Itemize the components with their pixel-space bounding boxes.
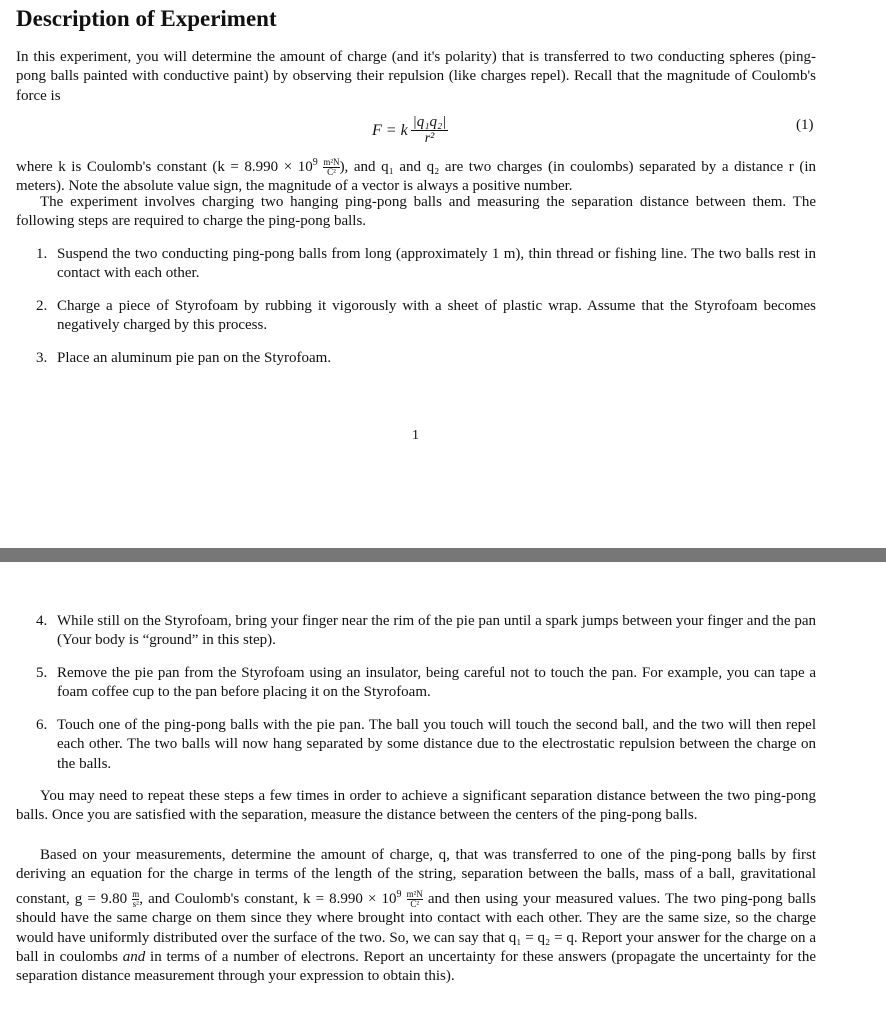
- step-text: While still on the Styrofoam, bring your finger near the rim of the pie pan until a spark jumps between your finger and the pan (Your body is “ground” in this step).: [57, 613, 816, 649]
- k-exponent: 9: [396, 888, 402, 900]
- experiment-text: The experiment involves charging two hanging ping-pong balls and measuring the separation distance between them. The following steps are required to charge the ping-pong balls.: [16, 194, 816, 230]
- step-number: 2.: [36, 298, 48, 314]
- list-item: [36, 297, 816, 336]
- list-item: [36, 245, 816, 284]
- and-emphasis: and: [122, 949, 146, 966]
- coulomb-equation: [372, 114, 448, 147]
- where-paragraph: [16, 153, 816, 197]
- step-number: 3.: [36, 350, 48, 366]
- step-number: 5.: [36, 665, 48, 681]
- based-paragraph: [16, 846, 816, 987]
- where-text-b: ), and q₁ and q₂ are two charges (in coulombs) separated by a distance r (in meters). Note the absolute value sign, the magnitude of a vector is always a positive number.: [16, 159, 817, 195]
- k-unit-den: C²: [327, 167, 336, 178]
- page-separator: [0, 548, 886, 562]
- intro-paragraph: In this experiment, you will determine the amount of charge (and it's polarity) that is transferred to two conducting spheres (ping-pong balls painted with conductive paint) by observing their repulsion (like charges repel). Recall that the magnitude of Coulomb's force is: [16, 49, 816, 104]
- list-item: [36, 664, 816, 703]
- equation-number: (1): [796, 117, 814, 133]
- step-text: Remove the pie pan from the Styrofoam using an insulator, being careful not to touch the pan. For example, you can tape a foam coffee cup to the pan before placing it on the Styrofoam.: [57, 665, 816, 701]
- step-text: Place an aluminum pie pan on the Styrofoam.: [57, 350, 332, 366]
- list-item: [36, 716, 816, 774]
- page-number: 1: [412, 428, 419, 443]
- document-page-2: [0, 562, 886, 1024]
- step-text: Charge a piece of Styrofoam by rubbing it vigorously with a sheet of plastic wrap. Assume that the Styrofoam becomes negatively charged by this process.: [57, 298, 816, 334]
- list-item: [36, 612, 816, 651]
- step-number: 6.: [36, 717, 48, 733]
- step-text: Suspend the two conducting ping-pong balls from long (approximately 1 m), thin thread or fishing line. The two balls rest in contact with each other.: [57, 246, 816, 282]
- g-unit-num: m: [132, 888, 140, 899]
- step-number: 1.: [36, 246, 48, 262]
- where-exponent: 9: [312, 157, 318, 168]
- k-unit-fraction: [323, 158, 339, 177]
- based-text-d: in terms of a number of electrons. Report an uncertainty for these answers (propagate the uncertainty for the separation distance measurement through your expression to obtain this).: [16, 949, 817, 985]
- step-text: Touch one of the ping-pong balls with the pie pan. The ball you touch will touch the second ball, and the two will then repel each other. The two balls will now hang separated by some distance due to the electrostatic repulsion between the charge on the balls.: [57, 717, 816, 772]
- list-item: [36, 349, 816, 368]
- k-unit-den-2: C²: [410, 898, 420, 909]
- g-unit-den: s²: [132, 898, 139, 909]
- repeat-paragraph: [16, 787, 816, 826]
- based-text-b: , and Coulomb's constant, k = 8.990 × 10: [139, 890, 397, 907]
- repeat-text: You may need to repeat these steps a few times in order to achieve a significant separation distance between the two ping-pong balls. Once you are satisfied with the separation, measure the distance between the centers of the ping-pong balls.: [16, 788, 816, 824]
- experiment-paragraph: [16, 193, 816, 232]
- equation-numerator: |q₁q₂|: [412, 114, 447, 130]
- based-text-c: and then using your measured values. The two ping-pong balls should have the same charge on them since they where brought into contact with each other. They are the same size, so the charge would have uniformly distributed over the surface of the two. So, we can say that q₁ = q₂ = q. Report your answer for the charge on a ball in coulombs: [16, 890, 817, 966]
- equation-lhs: F = k: [372, 121, 408, 139]
- k-unit-fraction-2: [407, 890, 423, 909]
- where-text-a: where k is Coulomb's constant (k = 8.990 × 10: [16, 159, 313, 175]
- k-unit-num-2: m²N: [406, 888, 423, 899]
- step-number: 4.: [36, 613, 48, 629]
- equation-denominator: r²: [424, 131, 435, 146]
- section-title: Description of Experiment: [16, 6, 277, 31]
- equation-fraction: [411, 114, 449, 147]
- k-unit-num: m²N: [323, 157, 340, 168]
- based-text-a: Based on your measurements, determine the amount of charge, q, that was transferred to one of the ping-pong balls by first deriving an equation for the charge in terms of the length of the string, separation between the balls, mass of a ball, gravitational constant, g = 9.80: [16, 847, 816, 907]
